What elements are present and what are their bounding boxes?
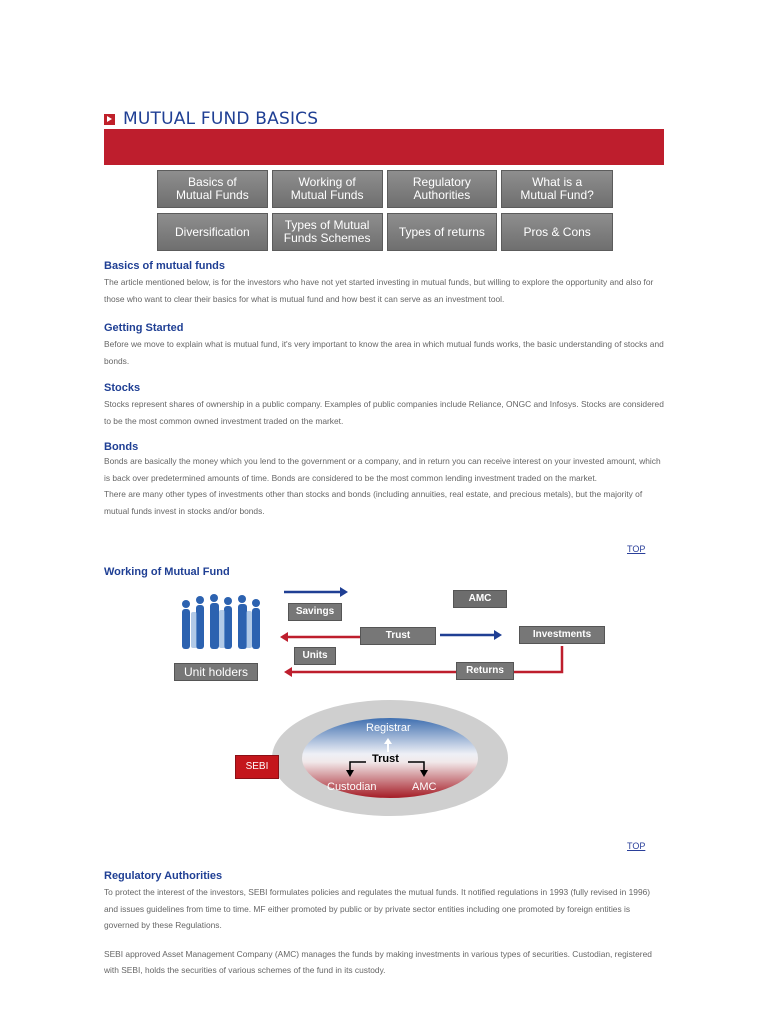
trust-label: Trust — [360, 627, 436, 645]
units-label: Units — [294, 647, 336, 665]
bonds-text-1: Bonds are basically the money which you lend to the government or a company, and in return you can receive interest on your invested amount, which is back over predetermined amounts of time. Bonds are considered to be the most common lending investment traded on the market. — [104, 456, 661, 483]
page-title — [104, 108, 664, 130]
nav-types-returns-button[interactable]: Types of returns — [387, 213, 498, 251]
getting-started-text: Before we move to explain what is mutual fund, it's very important to know the area in which mutual funds works, the basic understanding of stocks and bonds. — [104, 339, 664, 366]
nav-working-button[interactable]: Working of Mutual Funds — [272, 170, 383, 208]
trust-oval-text: Trust — [372, 753, 399, 765]
bullet-arrow-icon — [104, 114, 115, 125]
section-stocks — [104, 382, 664, 429]
basics-heading: Basics of mutual funds — [104, 260, 226, 272]
bonds-heading: Bonds — [104, 441, 139, 453]
mutual-fund-diagram — [104, 580, 664, 830]
nav-pros-cons-button[interactable]: Pros & Cons — [501, 213, 613, 251]
amc-oval-text: AMC — [412, 781, 437, 793]
nav-regulatory-button[interactable]: Regulatory Authorities — [387, 170, 498, 208]
working-heading: Working of Mutual Fund — [104, 566, 230, 578]
nav-what-is-button[interactable]: What is a Mutual Fund? — [501, 170, 613, 208]
top-link-2[interactable]: TOP — [627, 841, 646, 851]
regulatory-text-2: SEBI approved Asset Management Company (AMC) manages the funds by making investments in various types of securities. Custodian, registered with SEBI, holds the securities of various schemes of the fund in its custody. — [104, 948, 652, 975]
nav-row-2 — [157, 213, 613, 251]
stocks-text: Stocks represent shares of ownership in a public company. Examples of public companies include Reliance, ONGC and Infosys. Stocks are considered to be the most common owned investment traded on the market. — [104, 399, 664, 426]
getting-started-heading: Getting Started — [104, 322, 184, 334]
nav-row-1 — [157, 170, 613, 208]
sebi-label: SEBI — [235, 755, 279, 779]
regulatory-text-1: To protect the interest of the investors, SEBI formulates policies and regulates the mutual funds. It notified regulations in 1993 (fully revised in 1996) and issues guidelines from time to time. MF either promoted by public or by private sector entities including one promoted by foreign entities is governed by these Regulations. — [104, 887, 651, 930]
unit-holders-label: Unit holders — [174, 663, 258, 681]
registrar-text: Registrar — [366, 722, 411, 734]
header-red-bar — [104, 129, 664, 165]
returns-label: Returns — [456, 662, 514, 680]
stocks-heading: Stocks — [104, 382, 141, 394]
top-link-1[interactable]: TOP — [627, 544, 646, 554]
nav-diversification-button[interactable]: Diversification — [157, 213, 268, 251]
custodian-text: Custodian — [327, 781, 377, 793]
page-title-text: MUTUAL FUND BASICS — [123, 109, 319, 129]
page-header — [104, 108, 664, 130]
amc-label: AMC — [453, 590, 507, 608]
section-bonds — [104, 441, 664, 519]
bonds-text-2: There are many other types of investments other than stocks and bonds (including annuities, real estate, and precious metals), but the majority of mutual funds invest in stocks and/or bonds. — [104, 489, 643, 516]
section-basics — [104, 260, 664, 307]
investments-label: Investments — [519, 626, 605, 644]
savings-label: Savings — [288, 603, 342, 621]
unit-holders-people-icon — [176, 592, 271, 654]
section-nav — [157, 170, 613, 256]
regulatory-heading: Regulatory Authorities — [104, 870, 223, 882]
basics-text: The article mentioned below, is for the investors who have not yet started investing in mutual funds, but willing to explore the opportunity and also for those who want to clear their basics for what is mutual fund and how best it can serve as an investment tool. — [104, 277, 654, 304]
nav-basics-button[interactable]: Basics of Mutual Funds — [157, 170, 268, 208]
nav-types-schemes-button[interactable]: Types of Mutual Funds Schemes — [272, 213, 383, 251]
section-regulatory — [104, 870, 664, 979]
section-working — [104, 566, 664, 578]
section-getting-started — [104, 322, 664, 369]
